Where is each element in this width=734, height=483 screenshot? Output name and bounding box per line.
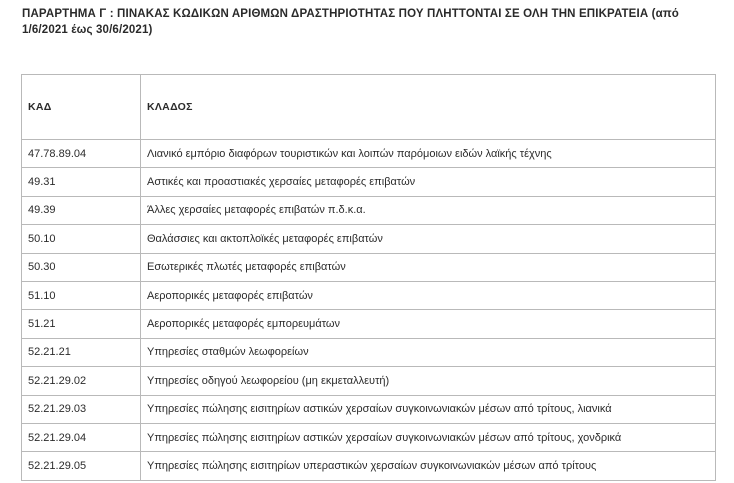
kad-cell: 49.39 <box>22 196 141 224</box>
sector-cell: Θαλάσσιες και ακτοπλοϊκές μεταφορές επιβατών <box>141 225 716 253</box>
table-row <box>22 168 716 196</box>
kad-cell: 50.30 <box>22 253 141 281</box>
table-row <box>22 338 716 366</box>
kad-cell: 50.10 <box>22 225 141 253</box>
kad-cell: 52.21.29.02 <box>22 367 141 395</box>
table-row <box>22 253 716 281</box>
table-row <box>22 310 716 338</box>
kad-table-container <box>21 74 715 481</box>
sector-cell: Υπηρεσίες πώλησης εισιτηρίων αστικών χερσαίων συγκοινωνιακών μέσων από τρίτους, χονδρικά <box>141 423 716 451</box>
table-row <box>22 140 716 168</box>
table-row <box>22 196 716 224</box>
sector-cell: Αεροπορικές μεταφορές επιβατών <box>141 281 716 309</box>
kad-table <box>21 74 716 481</box>
kad-cell: 52.21.29.03 <box>22 395 141 423</box>
kad-cell: 51.10 <box>22 281 141 309</box>
kad-cell: 52.21.29.05 <box>22 452 141 480</box>
column-header-kad: ΚΑΔ <box>22 75 141 140</box>
sector-cell: Υπηρεσίες οδηγού λεωφορείου (μη εκμεταλλευτή) <box>141 367 716 395</box>
sector-cell: Άλλες χερσαίες μεταφορές επιβατών π.δ.κ.α. <box>141 196 716 224</box>
column-header-sector: ΚΛΑΔΟΣ <box>141 75 716 140</box>
table-row <box>22 281 716 309</box>
sector-cell: Υπηρεσίες πώλησης εισιτηρίων αστικών χερσαίων συγκοινωνιακών μέσων από τρίτους, λιανικά <box>141 395 716 423</box>
document-heading: ΠΑΡΑΡΤΗΜΑ Γ : ΠΙΝΑΚΑΣ ΚΩΔΙΚΩΝ ΑΡΙΘΜΩΝ ΔΡΑΣΤΗΡΙΟΤΗΤΑΣ ΠΟΥ ΠΛΗΤΤΟΝΤΑΙ ΣΕ ΟΛΗ ΤΗΝ ΕΠΙΚΡΑΤΕΙΑ (από 1/6/2021 έως 30/6/2021) <box>22 8 679 36</box>
kad-cell: 52.21.29.04 <box>22 423 141 451</box>
kad-cell: 51.21 <box>22 310 141 338</box>
table-row <box>22 395 716 423</box>
sector-cell: Αστικές και προαστιακές χερσαίες μεταφορές επιβατών <box>141 168 716 196</box>
kad-cell: 47.78.89.04 <box>22 140 141 168</box>
table-row <box>22 423 716 451</box>
sector-cell: Εσωτερικές πλωτές μεταφορές επιβατών <box>141 253 716 281</box>
sector-cell: Αεροπορικές μεταφορές εμπορευμάτων <box>141 310 716 338</box>
sector-cell: Υπηρεσίες σταθμών λεωφορείων <box>141 338 716 366</box>
kad-cell: 52.21.21 <box>22 338 141 366</box>
table-header-row <box>22 75 716 140</box>
table-row <box>22 452 716 480</box>
kad-cell: 49.31 <box>22 168 141 196</box>
sector-cell: Υπηρεσίες πώλησης εισιτηρίων υπεραστικών χερσαίων συγκοινωνιακών μέσων από τρίτους <box>141 452 716 480</box>
table-row <box>22 225 716 253</box>
table-row <box>22 367 716 395</box>
sector-cell: Λιανικό εμπόριο διαφόρων τουριστικών και λοιπών παρόμοιων ειδών λαϊκής τέχνης <box>141 140 716 168</box>
